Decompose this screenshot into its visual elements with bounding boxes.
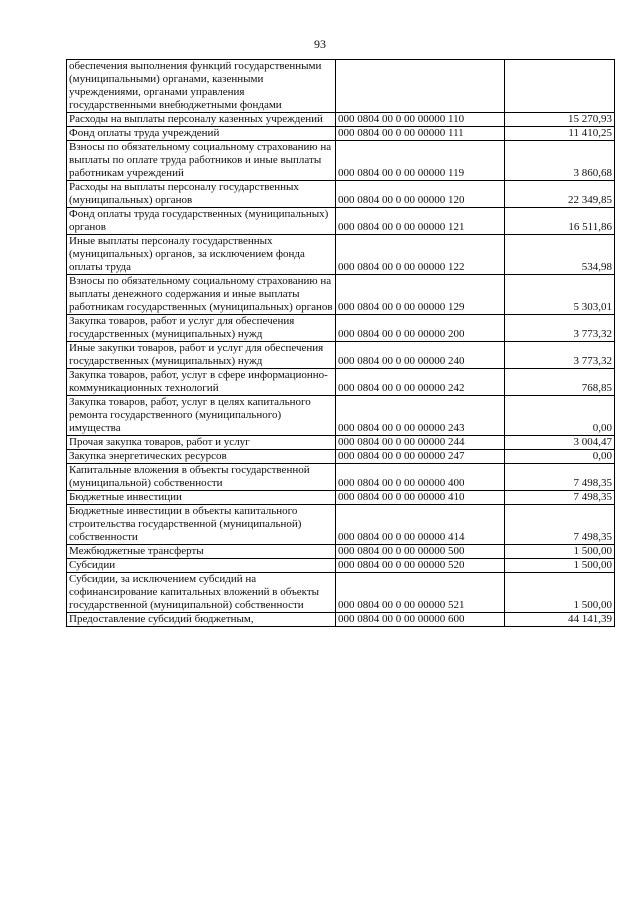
table-row [67,181,615,208]
row-name-cell: Взносы по обязательному социальному страхованию на выплаты денежного содержания и иные выплаты работникам государственных (муниципальных) органов [67,275,336,315]
row-sum-cell: 22 349,85 [505,181,615,208]
row-code-cell: 000 0804 00 0 00 00000 600 [336,613,505,627]
row-name-cell: Бюджетные инвестиции в объекты капитального строительства государственной (муниципальной) собственности [67,505,336,545]
row-sum-cell: 5 303,01 [505,275,615,315]
budget-table [66,59,615,627]
table-row [67,141,615,181]
row-code-cell: 000 0804 00 0 00 00000 200 [336,315,505,342]
row-sum-cell: 16 511,86 [505,208,615,235]
row-sum-cell: 3 004,47 [505,436,615,450]
row-code-cell: 000 0804 00 0 00 00000 122 [336,235,505,275]
row-code-cell: 000 0804 00 0 00 00000 120 [336,181,505,208]
row-name-cell: Закупка товаров, работ и услуг для обеспечения государственных (муниципальных) нужд [67,315,336,342]
table-row [67,275,615,315]
row-sum-cell: 0,00 [505,450,615,464]
table-row [67,369,615,396]
table-row [67,127,615,141]
row-sum-cell: 768,85 [505,369,615,396]
table-row [67,573,615,613]
row-code-cell: 000 0804 00 0 00 00000 521 [336,573,505,613]
row-name-cell: Капитальные вложения в объекты государственной (муниципальной) собственности [67,464,336,491]
row-sum-cell: 3 773,32 [505,315,615,342]
table-row [67,113,615,127]
row-sum-cell: 1 500,00 [505,545,615,559]
row-code-cell: 000 0804 00 0 00 00000 119 [336,141,505,181]
row-code-cell: 000 0804 00 0 00 00000 247 [336,450,505,464]
row-name-cell: Фонд оплаты труда государственных (муниципальных) органов [67,208,336,235]
table-row [67,436,615,450]
table-row [67,559,615,573]
row-sum-cell: 11 410,25 [505,127,615,141]
row-code-cell: 000 0804 00 0 00 00000 129 [336,275,505,315]
row-name-cell: Иные выплаты персоналу государственных (муниципальных) органов, за исключением фонда оплаты труда [67,235,336,275]
row-sum-cell: 44 141,39 [505,613,615,627]
table-row [67,396,615,436]
row-name-cell: Субсидии, за исключением субсидий на софинансирование капитальных вложений в объекты государственной (муниципальной) собственности [67,573,336,613]
row-code-cell: 000 0804 00 0 00 00000 410 [336,491,505,505]
table-row [67,60,615,113]
table-row [67,315,615,342]
row-sum-cell: 3 860,68 [505,141,615,181]
row-code-cell: 000 0804 00 0 00 00000 240 [336,342,505,369]
row-name-cell: Взносы по обязательному социальному страхованию на выплаты по оплате труда работников и иные выплаты работникам учреждений [67,141,336,181]
row-sum-cell: 0,00 [505,396,615,436]
row-code-cell: 000 0804 00 0 00 00000 414 [336,505,505,545]
row-name-cell: обеспечения выполнения функций государственными (муниципальными) органами, казенными учреждениями, органами управления государственными внебюджетными фондами [67,60,336,113]
table-row [67,235,615,275]
row-sum-cell: 1 500,00 [505,559,615,573]
row-code-cell [336,60,505,113]
row-code-cell: 000 0804 00 0 00 00000 121 [336,208,505,235]
table-row [67,613,615,627]
row-name-cell: Расходы на выплаты персоналу государственных (муниципальных) органов [67,181,336,208]
row-code-cell: 000 0804 00 0 00 00000 520 [336,559,505,573]
row-sum-cell: 7 498,35 [505,464,615,491]
table-row [67,505,615,545]
row-code-cell: 000 0804 00 0 00 00000 244 [336,436,505,450]
row-name-cell: Закупка товаров, работ, услуг в целях капитального ремонта государственного (муниципального) имущества [67,396,336,436]
row-sum-cell [505,60,615,113]
row-sum-cell: 7 498,35 [505,491,615,505]
row-name-cell: Прочая закупка товаров, работ и услуг [67,436,336,450]
table-row [67,545,615,559]
table-row [67,464,615,491]
row-name-cell: Закупка энергетических ресурсов [67,450,336,464]
table-row [67,208,615,235]
row-name-cell: Закупка товаров, работ, услуг в сфере информационно-коммуникационных технологий [67,369,336,396]
row-name-cell: Иные закупки товаров, работ и услуг для обеспечения государственных (муниципальных) нужд [67,342,336,369]
row-name-cell: Расходы на выплаты персоналу казенных учреждений [67,113,336,127]
row-sum-cell: 7 498,35 [505,505,615,545]
row-name-cell: Субсидии [67,559,336,573]
row-code-cell: 000 0804 00 0 00 00000 111 [336,127,505,141]
table-row [67,491,615,505]
table-row [67,342,615,369]
row-code-cell: 000 0804 00 0 00 00000 243 [336,396,505,436]
row-sum-cell: 534,98 [505,235,615,275]
row-name-cell: Фонд оплаты труда учреждений [67,127,336,141]
row-code-cell: 000 0804 00 0 00 00000 500 [336,545,505,559]
row-sum-cell: 1 500,00 [505,573,615,613]
row-name-cell: Предоставление субсидий бюджетным, [67,613,336,627]
row-code-cell: 000 0804 00 0 00 00000 400 [336,464,505,491]
row-name-cell: Межбюджетные трансферты [67,545,336,559]
row-sum-cell: 3 773,32 [505,342,615,369]
table-row [67,450,615,464]
row-code-cell: 000 0804 00 0 00 00000 242 [336,369,505,396]
page-number: 93 [314,37,326,51]
row-name-cell: Бюджетные инвестиции [67,491,336,505]
row-code-cell: 000 0804 00 0 00 00000 110 [336,113,505,127]
table-body [67,60,615,627]
row-sum-cell: 15 270,93 [505,113,615,127]
